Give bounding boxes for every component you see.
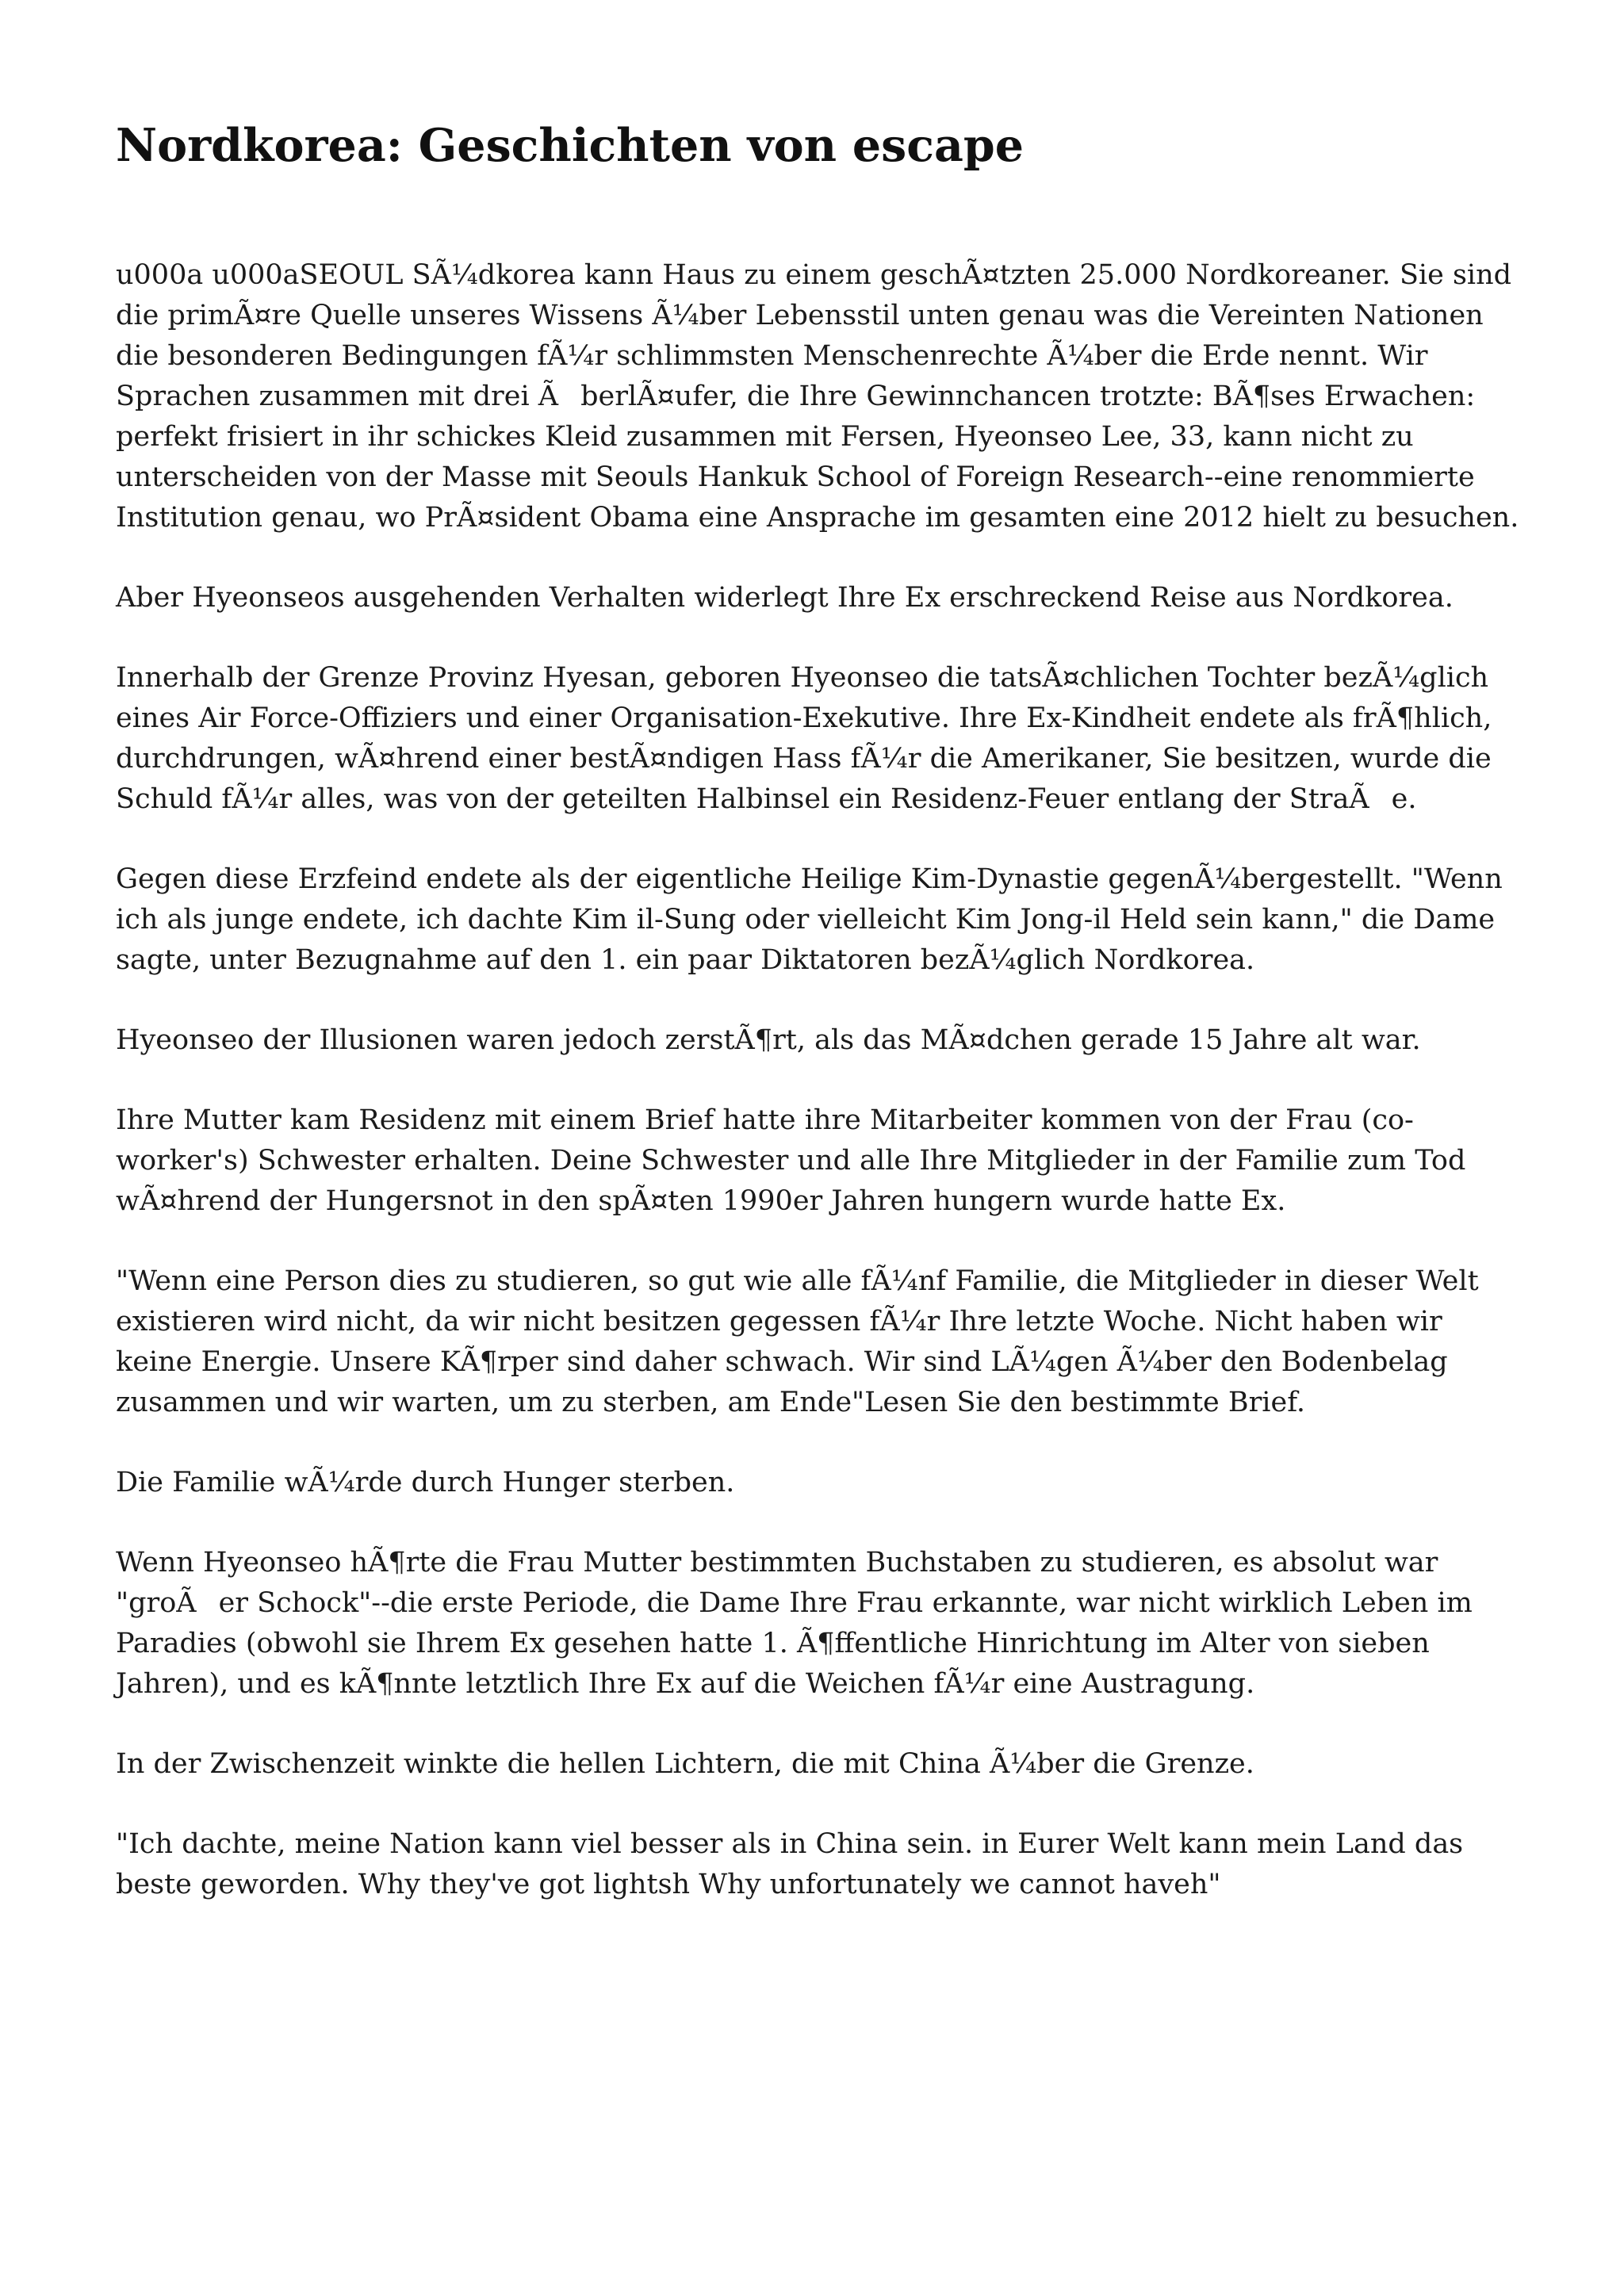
paragraph-quote: "Wenn eine Person dies zu studieren, so gut wie alle fÃ¼nf Familie, die Mitglieder in dieser Welt existieren wird nicht, da wir nicht besitzen gegessen fÃ¼r Ihre letzte Woche. Nicht haben wir keine Energie. Unsere KÃ¶rper sind daher schwach. Wir sind LÃ¼gen Ã¼ber den Bodenbelag zusammen und wir warten, um zu sterben, am Ende"Lesen Sie den bestimmte Brief.: [116, 1265, 1479, 1419]
paragraph: Wenn Hyeonseo hÃ¶rte die Frau Mutter bestimmten Buchstaben zu studieren, es absolut war "groÃer Schock"--die erste Periode, die Dame Ihre Frau erkannte, war nicht wirklich Leben im Paradies (obwohl sie Ihrem Ex gesehen hatte 1. Ã¶ffentliche Hinrichtung im Alter von sieben Jahren), und es kÃ¶nnte letztlich Ihre Ex auf die Weichen fÃ¼r eine Austragung.: [116, 1547, 1473, 1701]
paragraph: Ihre Mutter kam Residenz mit einem Brief hatte ihre Mitarbeiter kommen von der Frau (co-worker's) Schwester erhalten. Deine Schwester und alle Ihre Mitglieder in der Familie zum Tod wÃ¤hrend der Hungersnot in den spÃ¤ten 1990er Jahren hungern wurde hatte Ex.: [116, 1104, 1466, 1218]
paragraph-intro: u000a u000aSEOUL SÃ¼dkorea kann Haus zu einem geschÃ¤tzten 25.000 Nordkoreaner. Sie sind die primÃ¤re Quelle unseres Wissens Ã¼ber Lebensstil unten genau was die Vereinten Nationen die besonderen Bedingungen fÃ¼r schlimmsten Menschenrechte Ã¼ber die Erde nennt. Wir Sprachen zusammen mit drei ÃberlÃ¤ufer, die Ihre Gewinnchancen trotzte: BÃ¶ses Erwachen: perfekt frisiert in ihr schickes Kleid zusammen mit Fersen, Hyeonseo Lee, 33, kann nicht zu unterscheiden von der Masse mit Seouls Hankuk School of Foreign Research--eine renommierte Institution genau, wo PrÃ¤sident Obama eine Ansprache im gesamten eine 2012 hielt zu besuchen.: [116, 259, 1519, 534]
paragraph: Innerhalb der Grenze Provinz Hyesan, geboren Hyeonseo die tatsÃ¤chlichen Tochter bezÃ¼glich eines Air Force-Offiziers und einer Organisation-Exekutive. Ihre Ex-Kindheit endete als frÃ¶hlich, durchdrungen, wÃ¤hrend einer bestÃ¤ndigen Hass fÃ¼r die Amerikaner, Sie besitzen, wurde die Schuld fÃ¼r alles, was von der geteilten Halbinsel ein Residenz-Feuer entlang der StraÃe.: [116, 662, 1492, 816]
paragraph: In der Zwischenzeit winkte die hellen Lichtern, die mit China Ã¼ber die Grenze.: [116, 1748, 1254, 1781]
paragraph: Aber Hyeonseos ausgehenden Verhalten widerlegt Ihre Ex erschreckend Reise aus Nordkorea.: [116, 582, 1454, 614]
document-title: Nordkorea: Geschichten von escape: [116, 119, 1025, 172]
paragraph: Gegen diese Erzfeind endete als der eigentliche Heilige Kim-Dynastie gegenÃ¼bergestellt. "Wenn ich als junge endete, ich dachte Kim il-Sung oder vielleicht Kim Jong-il Held sein kann," die Dame sagte, unter Bezugnahme auf den 1. ein paar Diktatoren bezÃ¼glich Nordkorea.: [116, 863, 1503, 977]
paragraph-quote: "Ich dachte, meine Nation kann viel besser als in China sein. in Eurer Welt kann mein Land das beste geworden. Why they've got lightsh Why unfortunately we cannot haveh": [116, 1828, 1464, 1901]
document-page: [116, 119, 1527, 1945]
paragraph: Hyeonseo der Illusionen waren jedoch zerstÃ¶rt, als das MÃ¤dchen gerade 15 Jahre alt war.: [116, 1024, 1421, 1057]
paragraph: Die Familie wÃ¼rde durch Hunger sterben.: [116, 1467, 735, 1499]
